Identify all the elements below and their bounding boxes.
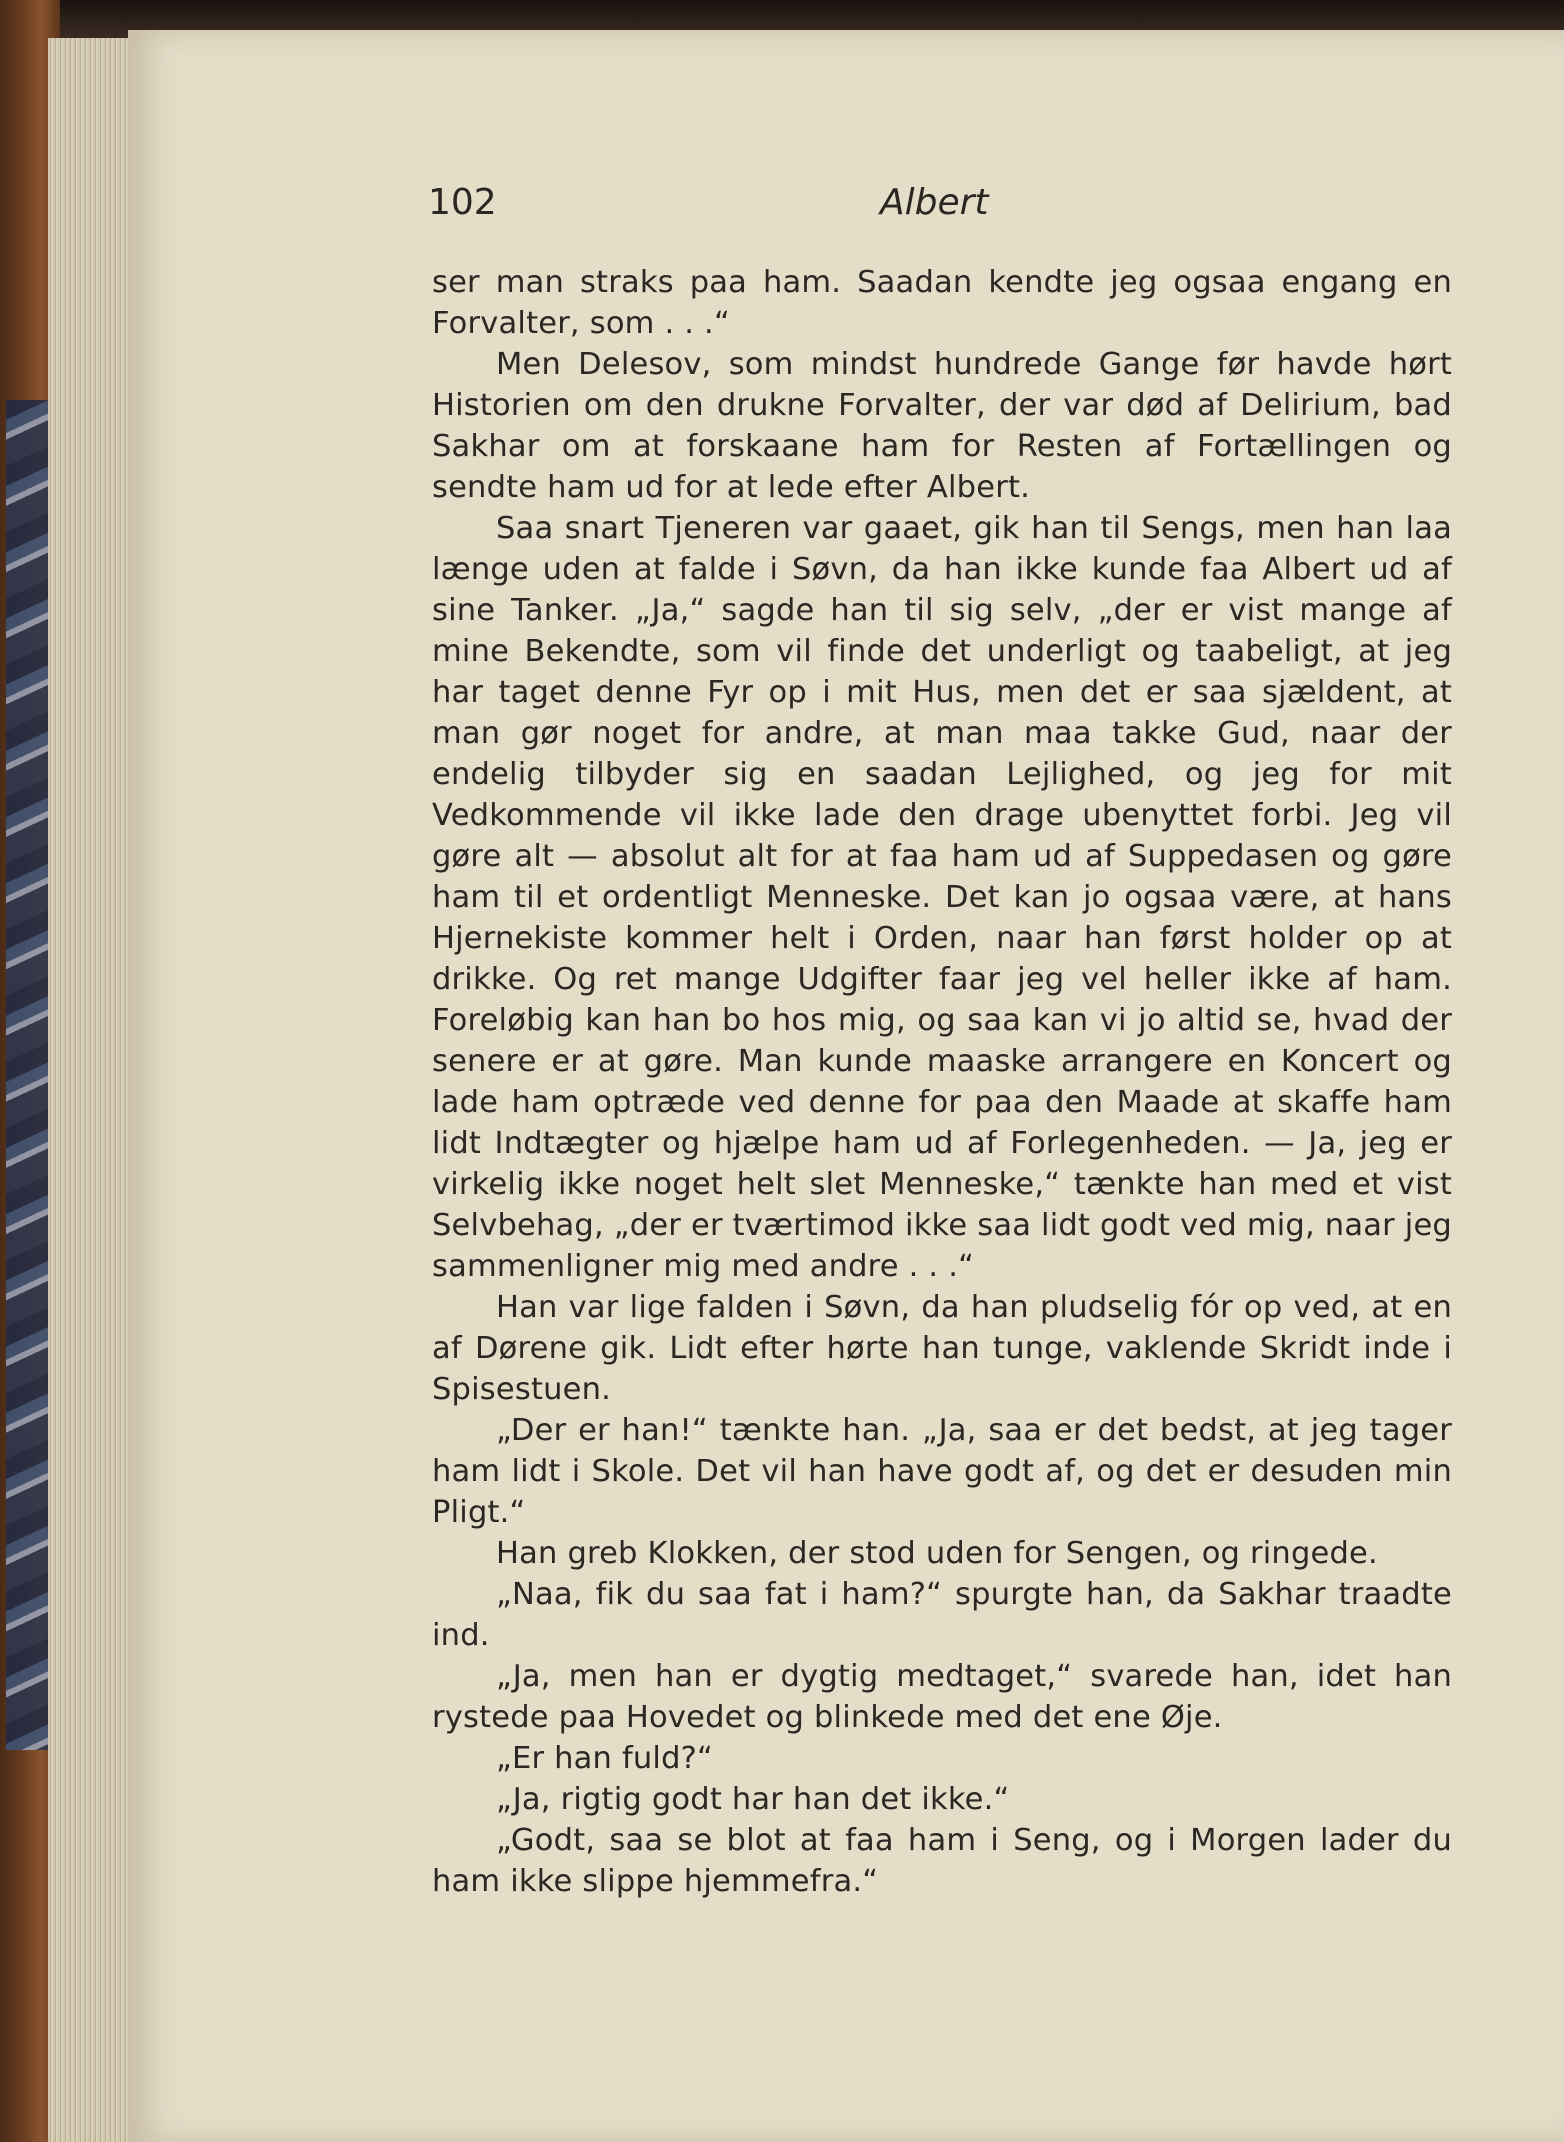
paragraph: „Naa, fik du saa fat i ham?“ spurgte han, da Sakhar traadte ind. bbox=[432, 1577, 1452, 1653]
paragraph: „Ja, rigtig godt har han det ikke.“ bbox=[496, 1782, 1010, 1817]
paragraph: „Er han fuld?“ bbox=[496, 1741, 714, 1776]
paragraph: „Ja, men han er dygtig medtaget,“ svarede han, idet han rystede paa Hovedet og blinkede med det ene Øje. bbox=[432, 1659, 1452, 1735]
paragraph: „Der er han!“ tænkte han. „Ja, saa er det bedst, at jeg tager ham lidt i Skole. Det vil han have godt af, og det er desuden min Pligt.“ bbox=[432, 1413, 1452, 1530]
paragraph: „Godt, saa se blot at faa ham i Seng, og i Morgen lader du ham ikke slippe hjemmefra.“ bbox=[432, 1823, 1452, 1899]
paragraph: Han greb Klokken, der stod uden for Sengen, og ringede. bbox=[496, 1536, 1378, 1571]
running-head bbox=[428, 182, 1428, 232]
paragraph: ser man straks paa ham. Saadan kendte jeg ogsaa engang en Forvalter, som . . .“ bbox=[432, 265, 1452, 341]
running-title: Albert bbox=[880, 182, 989, 223]
paragraph: Saa snart Tjeneren var gaaet, gik han til Sengs, men han laa længe uden at falde i Søvn, da han ikke kunde faa Albert ud af sine Tanker. „Ja,“ sagde han til sig selv, „der er vist mange af mine Bekendte, som vil finde det underligt og taabeligt, at jeg har taget denne Fyr op i mit Hus, men det er saa sjældent, at man gør noget for andre, at man maa takke Gud, naar der endelig tilbyder sig en saadan Lejlighed, og jeg for mit Vedkommende vil ikke lade den drage ubenyttet forbi. Jeg vil gøre alt — absolut alt for at faa ham ud af Suppedasen og gøre ham til et ordentligt Menneske. Det kan jo ogsaa være, at hans Hjernekiste kommer helt i Orden, naar han først holder op at drikke. Og ret mange Udgifter faar jeg vel heller ikke af ham. Foreløbig kan han bo hos mig, og saa kan vi jo altid se, hvad der senere er at gøre. Man kunde maaske arrangere en Koncert og lade ham optræde ved denne for paa den Maade at skaffe ham lidt Indtægter og hjælpe ham ud af Forlegenheden. — Ja, jeg er virkelig ikke noget helt slet Menneske,“ tænkte han med et vist Selvbehag, „der er tværtimod ikke saa lidt godt ved mig, naar jeg sammenligner mig med andre . . .“ bbox=[432, 511, 1452, 1284]
page-number: 102 bbox=[428, 182, 497, 223]
body-text bbox=[432, 262, 1452, 1902]
paragraph: Men Delesov, som mindst hundrede Gange før havde hørt Historien om den drukne Forvalter, der var død af Delirium, bad Sakhar om at forskaane ham for Resten af Fortællingen og sendte ham ud for at lede efter Albert. bbox=[432, 347, 1452, 505]
paragraph: Han var lige falden i Søvn, da han pludselig fór op ved, at en af Dørene gik. Lidt efter hørte han tunge, vaklende Skridt inde i Spisestuen. bbox=[432, 1290, 1452, 1407]
marbled-cover-paper bbox=[6, 400, 50, 1750]
